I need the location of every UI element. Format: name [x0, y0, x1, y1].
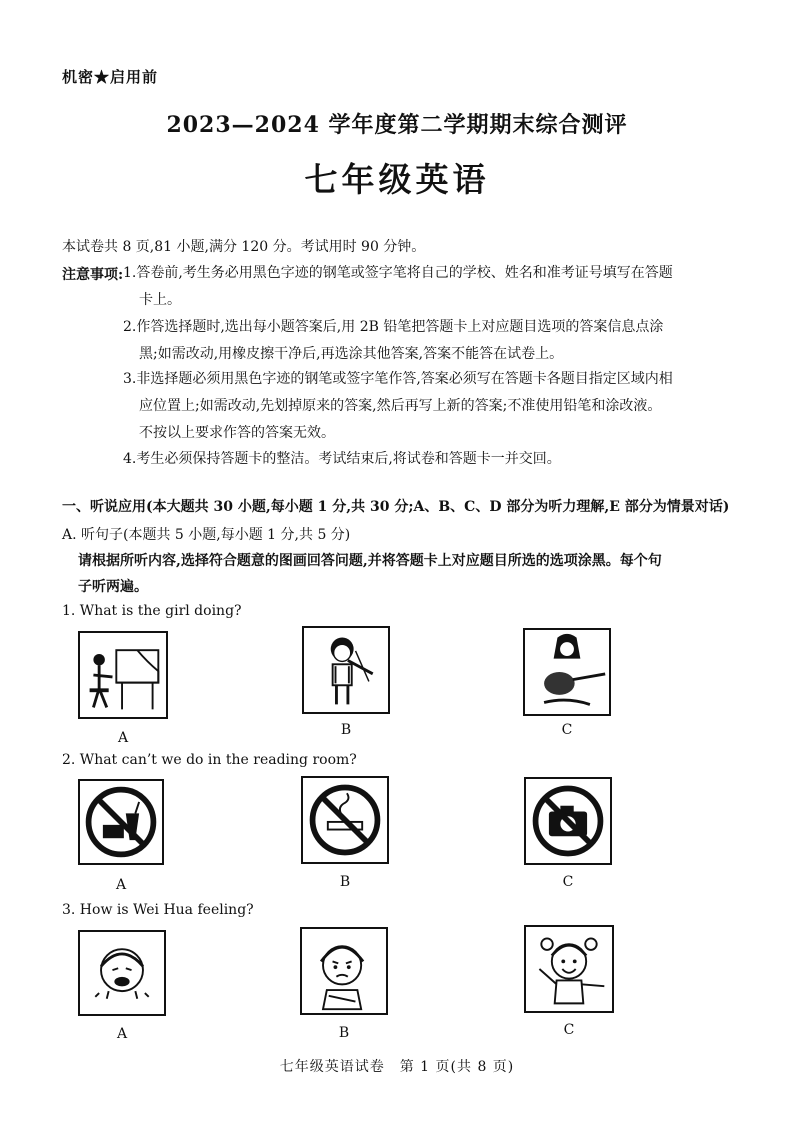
section-title: 一、听说应用(本大题共 30 小题,每小题 1 分,共 30 分;A、B、C、D 部分为听力理解,E 部分为情景对话) — [62, 499, 730, 515]
option-label: A — [117, 730, 129, 746]
notice-line: 黑;如需改动,用橡皮擦干净后,再选涂其他答案,答案不能答在试卷上。 — [139, 346, 564, 362]
notice-item-1 — [123, 260, 743, 314]
no-food-icon — [78, 779, 164, 865]
piano-icon — [78, 631, 168, 719]
guitar-icon — [523, 628, 611, 716]
happy-face-icon — [524, 925, 614, 1013]
notice-line: 答卷前,考生务必用黑色字迹的钢笔或签字笔将自己的学校、姓名和准考证号填写在答题 — [136, 265, 673, 281]
notice-line: 非选择题必须用黑色字迹的钢笔或签字笔作答,答案必须写在答题卡各题目指定区域内相 — [136, 371, 673, 387]
option-label: A — [116, 1026, 128, 1042]
notice-item-2 — [123, 314, 743, 368]
notice-num: 3. — [123, 371, 137, 387]
option-label: B — [339, 874, 351, 890]
notice-line: 应位置上;如需改动,先划掉原来的答案,然后再写上新的答案;不准使用铅笔和涂改液。 — [139, 398, 662, 414]
page-footer: 七年级英语试卷 第 1 页(共 8 页) — [279, 1059, 515, 1075]
no-smoking-icon — [301, 776, 389, 864]
instruction-line: 请根据所听内容,选择符合题意的图画回答问题,并将答题卡上对应题目所选的选项涂黑。每个句 — [78, 553, 662, 569]
notice-line: 作答选择题时,选出每小题答案后,用 2B 铅笔把答题卡上对应题目选项的答案信息点涂 — [136, 319, 664, 335]
option-label: C — [561, 722, 573, 738]
notice-num: 2. — [123, 319, 137, 335]
notice-item-3 — [123, 366, 743, 447]
exam-title: 2023—2024 学年度第二学期期末综合测评 — [166, 112, 628, 138]
notice-line: 卡上。 — [139, 292, 181, 308]
part-title: A. 听句子(本题共 5 小题,每小题 1 分,共 5 分) — [62, 527, 351, 543]
no-photo-icon — [524, 777, 612, 865]
crying-face-icon — [78, 930, 166, 1016]
exam-subject: 七年级英语 — [304, 160, 490, 199]
exam-intro: 本试卷共 8 页,81 小题,满分 120 分。考试用时 90 分钟。 — [62, 239, 426, 255]
confidential-label: 机密★启用前 — [62, 68, 159, 86]
question-2-text: 2. What can’t we do in the reading room? — [62, 752, 357, 768]
violin-icon — [302, 626, 390, 714]
part-instruction — [78, 548, 738, 600]
notice-line: 不按以上要求作答的答案无效。 — [139, 425, 335, 441]
option-label: A — [115, 877, 127, 893]
angry-face-icon — [300, 927, 388, 1015]
notice-num: 1. — [123, 265, 137, 281]
option-label: B — [340, 722, 352, 738]
notice-num: 4. — [123, 451, 137, 467]
instruction-line: 子听两遍。 — [78, 579, 148, 595]
question-3-text: 3. How is Wei Hua feeling? — [62, 902, 254, 918]
option-label: C — [562, 874, 574, 890]
notice-label: 注意事项: — [62, 267, 124, 283]
option-label: B — [338, 1025, 350, 1041]
question-1-text: 1. What is the girl doing? — [62, 603, 242, 619]
option-label: C — [563, 1022, 575, 1038]
notice-item-4 — [123, 446, 743, 473]
notice-line: 考生必须保持答题卡的整洁。考试结束后,将试卷和答题卡一并交回。 — [136, 451, 561, 467]
